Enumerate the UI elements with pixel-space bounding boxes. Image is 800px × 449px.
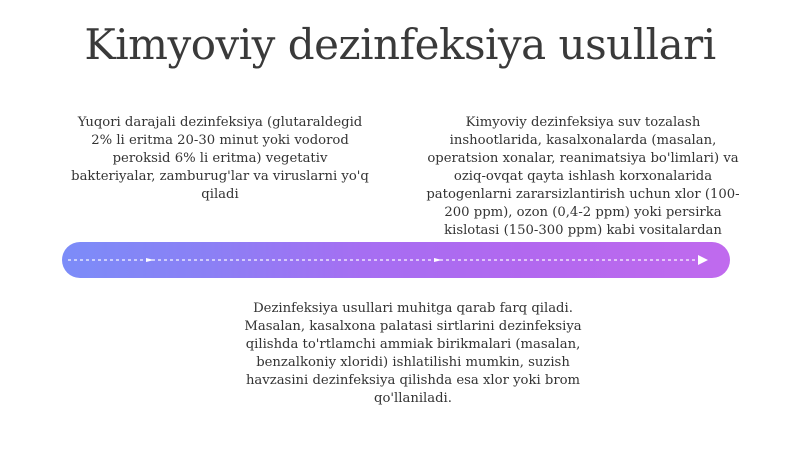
top-right-text: Kimyoviy dezinfeksiya suv tozalash inshootlarida, kasalxonalarda (masalan, operatsion xonalar, reanimatsiya bo'limlari) va oziq-ovqat qayta ishlash korxonalarida patogenlarni zararsizlantirish uchun xlor (100-200 ppm), ozon (0,4-2 ppm) yoki persirka kislotasi (150-300 ppm) kabi vositalardan (426, 115, 740, 238)
timeline-arrow (62, 242, 730, 278)
timeline-bar (62, 242, 730, 278)
timeline-chevron-icon (146, 258, 154, 262)
timeline-chevron-icon-2 (434, 258, 442, 262)
slide-title: Kimyoviy dezinfeksiya usullari (84, 20, 716, 69)
bottom-text: Dezinfeksiya usullari muhitga qarab farq qiladi. Masalan, kasalxona palatasi sirtlarini dezinfeksiya qilishda to'rtlamchi ammiak birikmalari (masalan, benzalkoniy xloridi) ishlatilishi mumkin, suzish havzasini dezinfeksiya qilishda esa xlor yoki brom qo'llaniladi. (244, 301, 582, 406)
top-left-text: Yuqori darajali dezinfeksiya (glutaraldegid 2% li eritma 20-30 minut yoki vodorod peroksid 6% li eritma) vegetativ bakteriyalar, zamburug'lar va viruslarni yo'q qiladi (71, 115, 369, 202)
arrow-right-icon (698, 255, 708, 265)
